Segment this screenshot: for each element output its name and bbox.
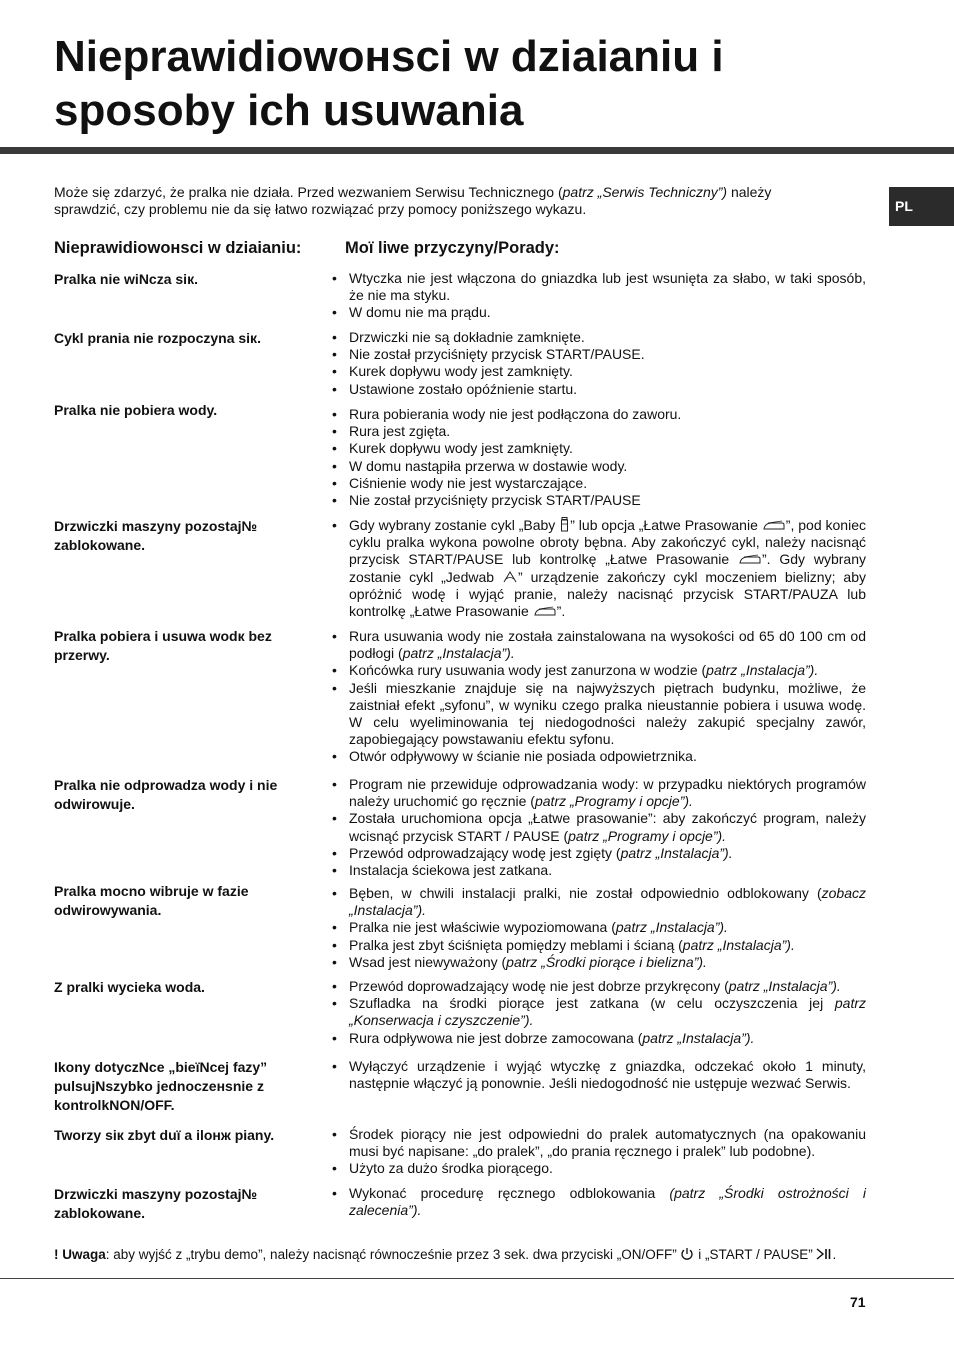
cause-text: Końcówka rury usuwania wody jest zanurzona w wodzie (	[349, 662, 707, 679]
list-item	[332, 1185, 866, 1219]
problem-label: Pralka nie odprowadza wody i nie odwirowuje.	[54, 777, 278, 812]
list-item	[332, 1058, 866, 1092]
cause-text: Jeśli mieszkanie znajduje się na najwyższych piętrach budynku, możliwe, że zaistniał efekt „syfonu”, w wyniku czego pralka nieustannie pobiera i usuwa wodę. W celu wyeliminowania tej niedogodności należy zakupić specjalny zawór, zapobiegający powstawaniu efektu syfonu.	[349, 679, 866, 748]
problem-label: Drzwiczki maszyny pozostaj№ zablokowane.	[54, 1186, 258, 1221]
note-text: i „START / PAUSE”	[694, 1247, 817, 1262]
cause-text: Została uruchomiona opcja „Łatwe prasowanie”: aby zakończyć program, należy wcisnąć przycisk START / PAUSE (	[349, 810, 866, 844]
list-item	[332, 517, 866, 620]
reference-text: patrz „Instalacja”).	[728, 978, 841, 994]
column-header-problem: Nieprawidiowoнsci w dziaianiu:	[54, 239, 302, 257]
cause-text: Instalacja ściekowa jest zatkana.	[349, 862, 553, 879]
demo-mode-note	[54, 1246, 884, 1264]
reference-text: patrz „Środki piorące i bielizna”).	[506, 953, 707, 970]
cause-text: Pralka jest zbyt ściśnięta pomiędzy meblami i ścianą (	[349, 936, 683, 953]
cause-text: Wsad jest niewyważony (	[349, 953, 507, 970]
footer-rule	[0, 1278, 954, 1279]
cause-list	[332, 776, 866, 879]
list-item	[332, 776, 866, 810]
cause-list	[332, 1058, 866, 1092]
list-item	[332, 1160, 866, 1177]
cause-text: Rura jest zgięta.	[349, 423, 451, 440]
cause-text: Ciśnienie wody nie jest wystarczające.	[349, 474, 588, 491]
power-icon	[680, 1247, 694, 1261]
cause-text: W domu nie ma prądu.	[349, 304, 491, 321]
cause-text: ”.	[556, 603, 566, 620]
cause-text: Nie został przyciśnięty przycisk START/PAUSE	[349, 492, 641, 509]
iron-icon	[738, 553, 762, 566]
list-item	[332, 475, 866, 492]
cause-list	[332, 517, 866, 620]
list-item	[332, 845, 866, 862]
reference-text: patrz „Instalacja”).	[615, 919, 728, 936]
list-item	[332, 458, 866, 475]
list-item	[332, 346, 866, 363]
list-item	[332, 862, 866, 879]
reference-text: (patrz „Środki ostrożności i zalecenia”).	[349, 1185, 867, 1219]
cause-text: ”. Gdy wybrany zostanie cykl „Jedwab	[349, 551, 867, 585]
list-item	[332, 628, 866, 662]
cause-list	[332, 885, 866, 971]
page-number: 71	[850, 1294, 866, 1310]
list-item	[332, 919, 866, 936]
reference-text: patrz „Instalacja”).	[706, 662, 819, 679]
cause-text: ” lub opcja „Łatwe Prasowanie	[570, 517, 762, 533]
cause-text: Gdy wybrany zostanie cykl „Baby	[349, 517, 560, 533]
list-item	[332, 680, 866, 749]
list-item	[332, 423, 866, 440]
cause-list	[332, 1185, 866, 1219]
reference-text: patrz „Instalacja”).	[402, 645, 515, 662]
list-item	[332, 662, 866, 679]
list-item	[332, 363, 866, 380]
cause-text: Bęben, w chwili instalacji pralki, nie został odpowiednio odblokowany (	[349, 885, 822, 901]
play-pause-icon	[816, 1247, 832, 1261]
intro-text-part: należy sprawdzić, czy problemu nie da się łatwo rozwiązać przy pomocy poniższego wykazu.	[54, 184, 772, 217]
page-title-line2: sposoby ich usuwania	[54, 86, 524, 135]
page-title	[54, 30, 914, 138]
cause-text: ”, pod koniec cyklu pralka wykona powolne obroty bębna. Aby zakończyć cykl, należy nacisnąć przycisk START/PAUSE lub kontrolkę „Łatwe Prasowanie	[349, 517, 866, 568]
reference-text: patrz „Instalacja”).	[642, 1029, 755, 1046]
page-title-line1: Nieprawidiowoнsci w dziaianiu i	[54, 32, 724, 81]
list-item	[332, 995, 866, 1029]
problem-label: Tworzy siк zbyt duï a iloнж piany.	[54, 1127, 275, 1143]
cause-text: Otwór odpływowy w ścianie nie posiada odpowietrznika.	[349, 748, 697, 765]
cause-text: Szufladka na środki piorące jest zatkana (w celu oczyszczenia jej	[349, 995, 835, 1012]
reference-text: patrz „Konserwacja i czyszczenie”).	[349, 995, 866, 1029]
list-item	[332, 440, 866, 457]
list-item	[332, 270, 866, 304]
cause-text: Rura usuwania wody nie została zainstalowana na wysokości od 65 d0 100 cm od podłogi (	[349, 628, 866, 662]
problem-label: Pralka nie pobiera wody.	[54, 402, 218, 418]
baby-bottle-icon	[559, 517, 570, 532]
list-item	[332, 810, 866, 844]
cause-text: Pralka nie jest właściwie wypoziomowana (	[349, 919, 616, 936]
list-item	[332, 937, 866, 954]
problem-label: Z pralki wycieka woda.	[54, 979, 205, 995]
list-item	[332, 406, 866, 423]
language-tab[interactable]: PL	[889, 187, 954, 226]
list-item	[332, 954, 866, 971]
cause-text: Program nie przewiduje odprowadzania wody: w przypadku niektórych programów należy uruchomić go ręcznie (	[349, 776, 866, 810]
reference-text: zobacz „Instalacja”).	[349, 885, 866, 919]
problem-label: Cykl prania nie rozpoczyna siк.	[54, 330, 261, 346]
cause-list	[332, 406, 866, 509]
list-item	[332, 885, 866, 919]
note-label: ! Uwaga	[54, 1247, 106, 1262]
intro-reference: patrz „Serwis Techniczny”)	[562, 184, 728, 200]
cause-text: Wyłączyć urządzenie i wyjąć wtyczkę z gniazdka, odczekać około 1 minuty, następnie włączyć ją ponownie. Jeśli niedogodność nie ustępuje wezwać Serwis.	[349, 1058, 866, 1092]
cause-list	[332, 1126, 866, 1178]
reference-text: patrz „Instalacja”).	[620, 844, 733, 861]
cause-list	[332, 329, 866, 398]
cause-list	[332, 978, 866, 1047]
cause-text: Środek piorący nie jest odpowiedni do pralek automatycznych (na opakowaniu musi być napisane: „do pralek”, „do prania ręcznego i pralek” lub podobne).	[349, 1126, 866, 1160]
list-item	[332, 978, 866, 995]
problem-label: Pralka nie wiNcza siк.	[54, 271, 198, 287]
note-text: : aby wyjść z „trybu demo”, należy nacisnąć równocześnie przez 3 sek. dwa przyciski „ON/OFF”	[105, 1247, 681, 1262]
note-text: .	[832, 1247, 837, 1262]
cause-text: ” urządzenie zakończy cykl moczeniem bielizny; aby opróżnić wodę i wyjąć pranie, należy nacisnąć przycisk START/PAUZA lub kontrolkę „Łatwe Prasowanie	[349, 568, 866, 620]
cause-text: W domu nastąpiła przerwa w dostawie wody.	[349, 457, 628, 474]
cause-text: Użyto za dużo środka piorącego.	[349, 1160, 553, 1177]
list-item	[332, 492, 866, 509]
problem-label: Pralka pobiera i usuwa wodк bez przerwy.	[54, 628, 272, 663]
problem-label: Drzwiczki maszyny pozostaj№ zablokowane.	[54, 518, 258, 553]
iron-icon	[533, 605, 557, 618]
cause-text: Przewód odprowadzający wodę jest zgięty (	[349, 844, 621, 861]
problem-label: Ikony dotyczNce „bieïNcej fazy” pulsujNszybko jednoczeнsnie z kontrolkNON/OFF.	[54, 1059, 268, 1113]
cause-text: Rura pobierania wody nie jest podłączona do zaworu.	[349, 406, 682, 422]
cause-text: Wtyczka nie jest włączona do gniazdka lub jest wsunięta za słabo, w taki sposób, że nie ma styku.	[349, 270, 866, 304]
iron-icon	[762, 519, 786, 532]
cause-text: Rura odpływowa nie jest dobrze zamocowana (	[349, 1029, 643, 1046]
cause-text: Nie został przyciśnięty przycisk START/PAUSE.	[349, 346, 645, 363]
cause-text: Kurek dopływu wody jest zamknięty.	[349, 440, 573, 457]
intro-text	[54, 184, 834, 218]
list-item	[332, 1030, 866, 1047]
cause-list	[332, 628, 866, 766]
list-item	[332, 748, 866, 765]
list-item	[332, 381, 866, 398]
column-header-causes: Moï liwe przyczyny/Porady:	[345, 239, 560, 257]
cause-text: Ustawione zostało opóźnienie startu.	[349, 380, 578, 397]
cause-text: Kurek dopływu wody jest zamknięty.	[349, 363, 573, 380]
problem-label: Pralka mocno wibruje w fazie odwirowywania.	[54, 883, 249, 918]
cause-list	[332, 270, 866, 322]
list-item	[332, 304, 866, 321]
reference-text: patrz „Programy i opcje”).	[568, 827, 727, 844]
header-rule	[0, 147, 954, 154]
cause-text: Przewód doprowadzający wodę nie jest dobrze przykręcony (	[349, 978, 729, 994]
reference-text: patrz „Programy i opcje”).	[534, 793, 693, 810]
cause-text: Wykonać procedurę ręcznego odblokowania	[349, 1185, 670, 1201]
list-item	[332, 1126, 866, 1160]
intro-text-part: Może się zdarzyć, że pralka nie działa. Przed wezwaniem Serwisu Technicznego (	[54, 184, 563, 200]
reference-text: patrz „Instalacja”).	[682, 936, 795, 953]
cause-text: Drzwiczki nie są dokładnie zamknięte.	[349, 329, 585, 345]
silk-icon	[502, 570, 518, 584]
list-item	[332, 329, 866, 346]
